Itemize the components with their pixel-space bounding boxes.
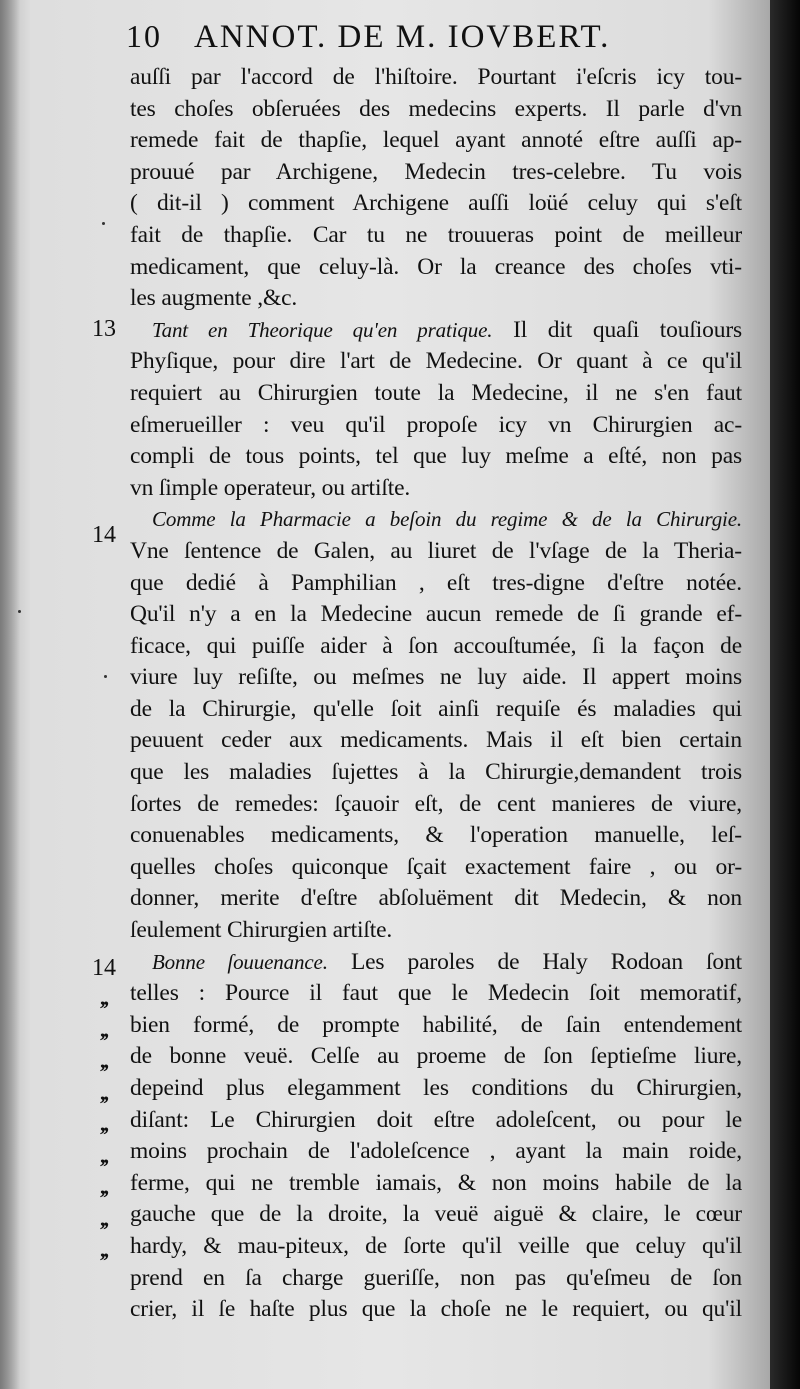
text-line: conuenables medicaments, & l'operation manuelle, leſ- [130,822,742,849]
text-line: prend en ſa charge gueriſſe, non pas qu'eſmeu de ſon [130,1264,742,1291]
page-number: 10 [126,18,162,54]
text-line: de bonne veuë. Celſe au proeme de ſon ſeptieſme liure, [130,1043,742,1070]
page-edge-shadow [770,0,800,1389]
text-line: medicament, que celuy-là. Or la creance des choſes vti- [130,253,742,280]
margin-number-14: 14 [92,522,116,548]
quote-mark: ,, [100,1080,107,1105]
text-line: telles : Pource il faut que le Medecin ſoit memoratif, [130,980,742,1007]
text-line: peuuent ceder aux medicaments. Mais il eſt bien certain [130,727,742,754]
running-header [126,18,656,56]
text-line: diſant: Le Chirurgien doit eſtre adoleſcent, ou pour le [130,1106,742,1133]
margin-number-14-second: 14 [92,955,116,981]
text-line: Phyſique, pour dire l'art de Medecine. Or quant à ce qu'il [130,348,742,375]
text-line: quelles choſes quiconque ſçait exactement faire , ou or- [130,853,742,880]
annotation-line [130,504,742,536]
text-line: viure luy reſiſte, ou meſmes ne luy aide. Il appert moins [130,664,742,691]
text-line: de la Chirurgie, qu'elle ſoit ainſi requiſe és maladies qui [130,695,742,722]
text-line: prouué par Archigene, Medecin tres-celebre. Tu vois [130,158,742,185]
margin-number-13: 13 [92,316,116,342]
text-line: ſeulement Chirurgien artiſte. [130,917,393,944]
text-line: moins prochain de l'adoleſcence , ayant la main roide, [130,1138,742,1165]
text-line: remede fait de thapſie, lequel ayant annoté eſtre auſſi ap- [130,127,742,154]
text-line: gauche que de la droite, la veuë aiguë & claire, le cœur [130,1201,742,1228]
quote-mark: ,, [100,1017,107,1042]
quote-mark: ,, [100,985,107,1010]
text-line: bien formé, de prompte habilité, de ſain entendement [130,1011,742,1038]
paper-speck [18,610,21,613]
text-line: vn ſimple operateur, ou artiſte. [130,474,411,501]
text-line: ſortes de remedes: ſçauoir eſt, de cent manieres de viure, [130,790,742,817]
text-line: donner, merite d'eſtre abſoluëment dit Medecin, & non [130,885,742,912]
text-line: les augmente ,&c. [130,285,298,312]
quote-mark: ,, [100,1174,107,1199]
text-line: crier, il ſe haſte plus que la choſe ne le requiert, ou qu'il [130,1296,742,1323]
text-line: depeind plus elegamment les conditions du Chirurgien, [130,1075,742,1101]
paper-speck [104,675,107,678]
text-line: ficace, qui puiſſe aider à ſon accouſtumée, ſi la façon de [130,632,742,659]
quote-mark: ,, [100,1206,107,1231]
quote-mark: ,, [100,1143,107,1168]
annotation-line: Bonne ſouuenance. Les paroles de Haly Rodoan ſont [152,948,742,975]
text-line: tes choſes obſeruées des medecins experts. Il parle d'vn [130,95,742,122]
text-line: fait de thapſie. Car tu ne trouueras point de meilleur [130,221,742,248]
quote-mark: ,, [100,1237,107,1262]
text-line: eſmerueiller : veu qu'il propoſe icy vn Chirurgien ac- [130,411,742,438]
body-text [130,62,742,1326]
text-line: Qu'il n'y a en la Medecine aucun remede de ſi grande ef- [130,601,742,628]
text-line: ferme, qui ne tremble iamais, & non moins habile de la [130,1169,742,1196]
text-line: que les maladies ſujettes à la Chirurgie,demandent trois [130,759,742,786]
text-line: compli de tous points, tel que luy meſme a eſté, non pas [130,443,742,470]
annotation-lemma: Tant en Theorique qu'en pratique. [152,317,493,342]
quote-mark: ,, [100,1048,107,1073]
paper-speck [102,222,105,225]
text-line: que dedié à Pamphilian , eſt tres-digne d'eſtre notée. [130,569,742,596]
annotation-line: Tant en Theorique qu'en pratique. Il dit quaſi touſiours [152,316,742,343]
text-line: requiert au Chirurgien toute la Medecine, il ne s'en faut [130,379,742,406]
running-title: ANNOT. DE M. IOVBERT. [194,19,611,55]
text-line: auſſi par l'accord de l'hiſtoire. Pourtant i'eſcris icy tou- [130,64,742,90]
quote-mark: ,, [100,1111,107,1136]
text-line: Vne ſentence de Galen, au liuret de l'vſage de la Theria- [130,537,742,564]
annotation-lemma: Bonne ſouuenance. [152,949,328,974]
text-line: ( dit-il ) comment Archigene auſſi loüé celuy qui s'eſt [130,190,742,217]
binding-shadow [0,0,20,1389]
text-line: hardy, & mau-piteux, de ſorte qu'il veille que celuy qu'il [130,1232,742,1259]
annotation-lemma: Comme la Pharmacie a beſoin du regime & de la Chirurgie. [152,507,742,532]
